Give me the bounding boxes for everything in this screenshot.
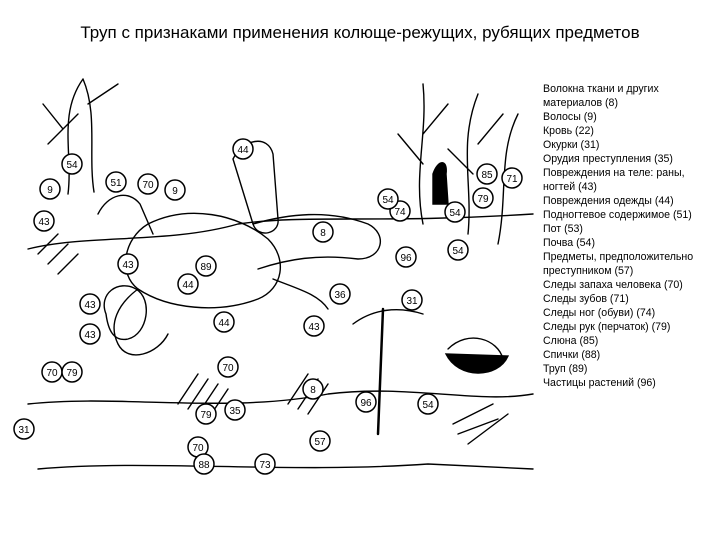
svg-text:88: 88 [198,460,210,471]
marker-badge [477,164,497,184]
marker-badge [303,379,323,399]
svg-text:54: 54 [66,160,78,171]
legend-item: Волокна ткани и других материалов (8) [543,83,659,109]
legend-item: Частицы растений (96) [543,377,656,389]
svg-text:70: 70 [222,363,234,374]
legend-item: Слюна (85) [543,335,599,347]
marker-badge [418,394,438,414]
legend-item: Волосы (9) [543,111,597,123]
svg-text:70: 70 [142,180,154,191]
marker-badge [34,211,54,231]
legend-item: Кровь (22) [543,125,594,137]
legend-item: Пот (53) [543,223,583,235]
marker-badge [396,247,416,267]
svg-text:79: 79 [66,368,78,379]
svg-text:79: 79 [477,194,489,205]
legend-item: Окурки (31) [543,139,600,151]
legend-item: Труп (89) [543,363,588,375]
svg-text:85: 85 [481,170,493,181]
svg-text:44: 44 [237,145,249,156]
svg-text:9: 9 [47,185,53,196]
marker-badge [255,454,275,474]
marker-badge [304,316,324,336]
marker-badge [218,357,238,377]
marker-badge [14,419,34,439]
scene-drawing [28,79,533,469]
legend-item: Следы зубов (71) [543,293,629,305]
marker-badge [118,254,138,274]
legend-item: Орудия преступления (35) [543,153,673,165]
marker-badge [42,362,62,382]
svg-text:43: 43 [308,322,320,333]
svg-text:74: 74 [394,207,406,218]
svg-text:54: 54 [449,208,461,219]
svg-text:44: 44 [182,280,194,291]
marker-badge [356,392,376,412]
svg-text:9: 9 [172,186,178,197]
legend-item: Следы запаха человека (70) [543,279,683,291]
marker-badge [448,240,468,260]
legend-item: Следы рук (перчаток) (79) [543,321,671,333]
svg-text:43: 43 [84,300,96,311]
svg-text:31: 31 [406,296,418,307]
marker-badge [225,400,245,420]
marker-badge [313,222,333,242]
marker-badge [196,404,216,424]
marker-badge [106,172,126,192]
legend-item: Спички (88) [543,349,601,361]
svg-text:54: 54 [382,195,394,206]
marker-badge [194,454,214,474]
page-title: Труп с признаками применения колюще-режущих, рубящих предметов [80,23,640,42]
legend-item: Повреждения на теле: раны, [543,167,685,179]
marker-badge [378,189,398,209]
legend-item: Подногтевое содержимое (51) [543,209,692,221]
svg-text:70: 70 [46,368,58,379]
marker-badge [40,179,60,199]
svg-text:51: 51 [110,178,122,189]
marker-badge [233,139,253,159]
svg-text:79: 79 [200,410,212,421]
marker-badge [62,362,82,382]
svg-text:73: 73 [259,460,271,471]
marker-badge [196,256,216,276]
svg-text:89: 89 [200,262,212,273]
marker-badge [473,188,493,208]
svg-text:35: 35 [229,406,241,417]
svg-text:96: 96 [360,398,372,409]
marker-badge [62,154,82,174]
marker-badge [138,174,158,194]
svg-text:54: 54 [422,400,434,411]
legend-item: ногтей (43) [543,181,597,193]
legend-item: Повреждения одежды (44) [543,195,674,207]
legend-item: Следы ног (обуви) (74) [543,307,656,319]
svg-text:71: 71 [506,174,518,185]
svg-text:8: 8 [310,385,316,396]
marker-badge [165,180,185,200]
svg-text:54: 54 [452,246,464,257]
svg-text:44: 44 [218,318,230,329]
marker-badge [80,324,100,344]
svg-text:70: 70 [192,443,204,454]
svg-text:96: 96 [400,253,412,264]
legend-item: Почва (54) [543,237,595,249]
marker-badge [80,294,100,314]
marker-badge [214,312,234,332]
svg-text:57: 57 [314,437,326,448]
svg-text:43: 43 [122,260,134,271]
marker-badge [502,168,522,188]
marker-badge [310,431,330,451]
marker-badge [402,290,422,310]
svg-text:31: 31 [18,425,30,436]
marker-badge [445,202,465,222]
svg-text:43: 43 [84,330,96,341]
legend-item: Предметы, предположительно преступником (57) [543,251,694,277]
crime-scene-illustration [18,74,533,484]
svg-text:36: 36 [334,290,346,301]
evidence-legend [543,82,715,390]
svg-text:8: 8 [320,228,326,239]
marker-badge [178,274,198,294]
svg-text:43: 43 [38,217,50,228]
marker-badge [330,284,350,304]
